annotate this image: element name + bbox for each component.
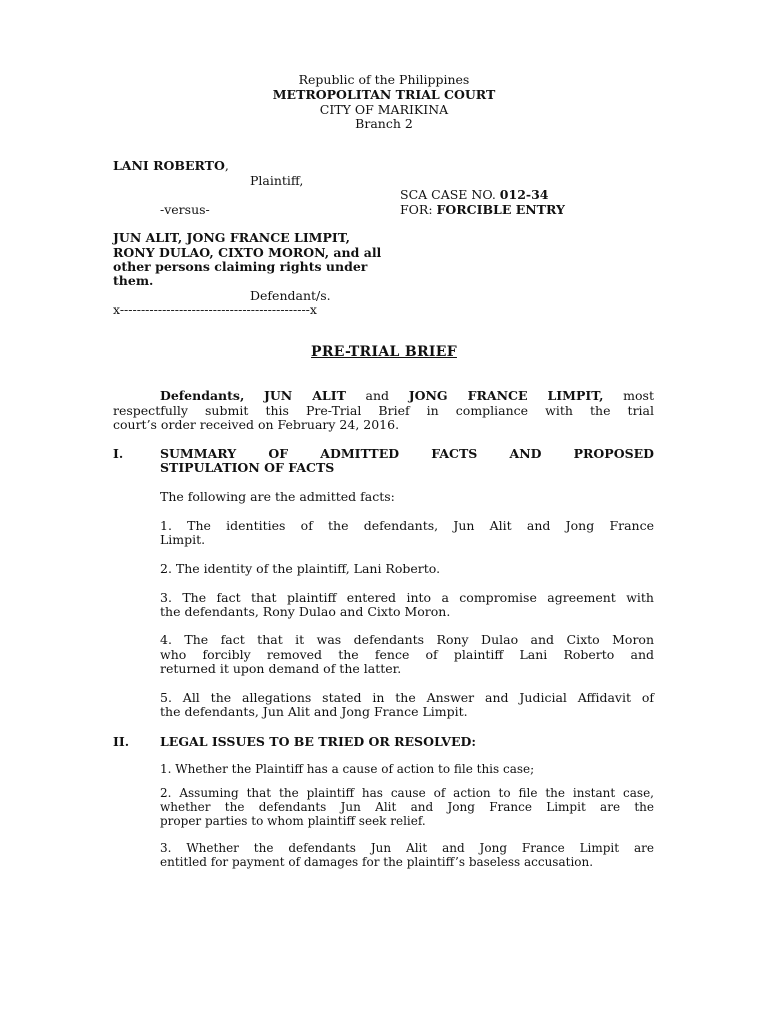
section-2-heading: LEGAL ISSUES TO BE TRIED OR RESOLVED: xyxy=(160,734,476,749)
intro-line-1 xyxy=(160,388,654,403)
fact-item-3-line-2: the defendants, Rony Dulao and Cixto Moron. xyxy=(160,604,451,619)
caption-divider: x---------------------------------------------x xyxy=(113,302,317,317)
plaintiff-name-suffix: , xyxy=(224,158,229,173)
case-type-label: FOR: xyxy=(400,202,433,217)
issue-item-3-line-2: entitled for payment of damages for the plaintiff’s baseless accusation. xyxy=(160,855,594,869)
republic-line: Republic of the Philippines xyxy=(298,72,470,87)
court-name: METROPOLITAN TRIAL COURT xyxy=(272,87,496,102)
case-type-line xyxy=(400,202,565,217)
section-1-lead: The following are the admitted facts: xyxy=(160,489,395,504)
section-1-heading-line-2: STIPULATION OF FACTS xyxy=(160,460,335,475)
defendants-line-1: JUN ALIT, JONG FRANCE LIMPIT, xyxy=(113,230,351,245)
section-1-number: I. xyxy=(113,446,124,461)
plaintiff-name-line xyxy=(113,158,229,173)
intro-defendants-word: Defendants, xyxy=(160,388,245,403)
issue-item-1-line-1: 1. Whether the Plaintiff has a cause of action to file this case; xyxy=(160,762,535,776)
plaintiff-name: LANI ROBERTO xyxy=(113,158,225,173)
versus-label: -versus- xyxy=(160,202,210,217)
intro-line-2: respectfully submit this Pre-Trial Brief in compliance with the trial xyxy=(113,403,654,418)
defendant-label: Defendant/s. xyxy=(250,288,331,303)
plaintiff-label: Plaintiff, xyxy=(250,173,304,188)
case-type-value: FORCIBLE ENTRY xyxy=(436,202,565,217)
issue-item-2-line-2: whether the defendants Jun Alit and Jong France Limpit are the xyxy=(160,800,654,814)
issue-item-2-line-3: proper parties to whom plaintiff seek relief. xyxy=(160,814,426,828)
intro-defendant-name-2: JONG FRANCE LIMPIT, xyxy=(408,388,604,403)
branch-line: Branch 2 xyxy=(355,116,413,131)
defendants-line-3: other persons claiming rights under xyxy=(113,259,368,274)
section-1-heading-line-1: SUMMARY OF ADMITTED FACTS AND PROPOSED xyxy=(160,446,654,461)
defendants-line-4: them. xyxy=(113,273,154,288)
fact-item-3-line-1: 3. The fact that plaintiff entered into a compromise agreement with xyxy=(160,590,654,605)
fact-item-4-line-2: who forcibly removed the fence of plaintiff Lani Roberto and xyxy=(160,647,654,662)
city-line: CITY OF MARIKINA xyxy=(319,102,449,117)
fact-item-2-line-1: 2. The identity of the plaintiff, Lani Roberto. xyxy=(160,561,441,576)
section-2-number: II. xyxy=(113,734,130,749)
issue-item-3-line-1: 3. Whether the defendants Jun Alit and Jong France Limpit are xyxy=(160,841,654,855)
intro-defendant-name-1: JUN ALIT xyxy=(263,388,346,403)
fact-item-1-line-1: 1. The identities of the defendants, Jun Alit and Jong France xyxy=(160,518,654,533)
fact-item-4-line-1: 4. The fact that it was defendants Rony Dulao and Cixto Moron xyxy=(160,632,654,647)
case-number-label: SCA CASE NO. xyxy=(400,187,496,202)
intro-and-word: and xyxy=(365,388,390,403)
fact-item-4-line-3: returned it upon demand of the latter. xyxy=(160,661,402,676)
fact-item-1-line-2: Limpit. xyxy=(160,532,206,547)
fact-item-5-line-1: 5. All the allegations stated in the Answer and Judicial Affidavit of xyxy=(160,690,654,705)
intro-most-word: most xyxy=(623,388,654,403)
fact-item-5-line-2: the defendants, Jun Alit and Jong France Limpit. xyxy=(160,704,468,719)
document-title: PRE-TRIAL BRIEF xyxy=(311,344,457,360)
case-number-line xyxy=(400,187,548,202)
intro-line-3: court’s order received on February 24, 2016. xyxy=(113,417,400,432)
defendants-line-2: RONY DULAO, CIXTO MORON, and all xyxy=(113,245,382,260)
case-number-value: 012-34 xyxy=(499,187,549,202)
issue-item-2-line-1: 2. Assuming that the plaintiff has cause of action to file the instant case, xyxy=(160,786,654,800)
